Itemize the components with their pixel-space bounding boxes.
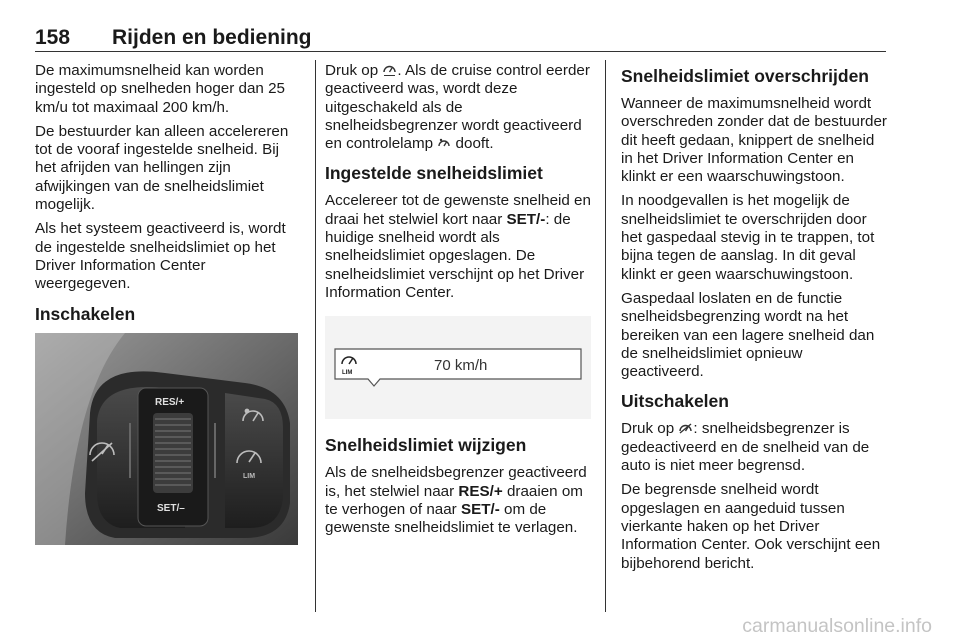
text-run: dooft. [455, 135, 494, 153]
res-plus-label: RES/+ [155, 396, 185, 408]
column-3 [621, 62, 887, 579]
cancel-icon [678, 421, 693, 435]
page-number: 158 [35, 26, 71, 49]
lim-label: LIM [243, 472, 256, 480]
text-run: : de huidige snelheid wordt als snelheidslimiet opgeslagen. De snelheidslimiet verschijnt op het Driver Information Center. [325, 210, 585, 301]
text-run: Druk op [621, 420, 675, 438]
text-run: Accelereer tot de gewenste snelheid en draai het stelwiel kort naar [325, 192, 591, 228]
set-minus-label: SET/– [157, 502, 185, 514]
paragraph: De maximumsnelheid kan worden ingesteld op snelheden hoger dan 25 km/u tot maximaal 200 km/h. [35, 62, 285, 116]
paragraph [325, 464, 591, 537]
column-divider-2 [605, 60, 606, 612]
paragraph: In noodgevallen is het mogelijk de snelheidslimiet te overschrijden door het gaspedaal stevig in te trappen, tot bijna tegen de aanslag. In dit geval klinkt er geen waarschuwingstoon. [621, 192, 875, 283]
paragraph [621, 420, 887, 475]
section-heading-inschakelen: Inschakelen [35, 303, 136, 324]
text-run: : snelheidsbegrenzer is gedeactiveerd en de snelheid van de auto is niet meer begrensd. [621, 420, 870, 475]
bold-text: SET/- [460, 500, 500, 518]
text-run: Als de snelheidsbegrenzer geactiveerd is, het stelwiel naar [325, 464, 587, 500]
speed-readout: 70 km/h [434, 357, 488, 375]
cruise-control-lamp-icon [437, 136, 451, 150]
driver-information-center-display [325, 316, 591, 419]
column-1 [35, 62, 300, 545]
paragraph: Wanneer de maximumsnelheid wordt overschreden zonder dat de bestuurder dit heeft gedaan, knippert de snelheid in het Driver Information Center en klinkt er een waarschuwingstoon. [621, 95, 887, 186]
text-run: Druk op [325, 62, 379, 79]
text-run: . Als de cruise control eerder geactiveerd was, wordt deze uitgeschakeld als de snelheidsbegrenzer wordt geactiveerd en controlelamp [325, 62, 590, 153]
section-heading-ingestelde-snelheidslimiet: Ingestelde snelheidslimiet [325, 163, 543, 184]
section-heading-uitschakelen: Uitschakelen [621, 391, 729, 412]
section-heading-snelheidslimiet-overschrijden: Snelheidslimiet overschrijden [621, 66, 869, 86]
speed-limiter-icon [382, 63, 397, 77]
paragraph: Als het systeem geactiveerd is, wordt de ingestelde snelheidslimiet op het Driver Information Center weergegeven. [35, 220, 286, 293]
steering-wheel-controls-figure [35, 333, 298, 545]
text-run: om de gewenste snelheidslimiet te verlagen. [325, 500, 578, 537]
column-divider-1 [315, 60, 316, 612]
column-2 [325, 62, 591, 543]
watermark: carmanualsonline.info [742, 615, 932, 637]
text-run: draaien om te verhogen of naar [325, 482, 583, 518]
paragraph: De bestuurder kan alleen accelereren tot de vooraf ingestelde snelheid. Bij het afrijden van hellingen zijn afwijkingen van de snelheidslimiet mogelijk. [35, 122, 289, 214]
header-rule [35, 51, 886, 52]
steering-wheel-illustration [35, 333, 298, 545]
paragraph: Gaspedaal loslaten en de functie snelheidsbegrenzing wordt na het bereiken van een lagere snelheid dan de snelheidslimiet opnieuw geactiveerd. [621, 289, 875, 381]
paragraph [325, 192, 591, 302]
section-heading-snelheidslimiet-wijzigen: Snelheidslimiet wijzigen [325, 435, 527, 456]
lim-label: LIM [342, 370, 353, 377]
page-title: Rijden en bediening [112, 26, 312, 49]
bold-text: SET/- [506, 210, 546, 228]
paragraph: De begrensde snelheid wordt opgeslagen en aangeduid tussen vierkante haken op het Driver Information Center. Ook verschijnt een bijbehorend bericht. [621, 481, 881, 572]
paragraph [325, 62, 591, 153]
bold-text: RES/+ [458, 482, 503, 500]
